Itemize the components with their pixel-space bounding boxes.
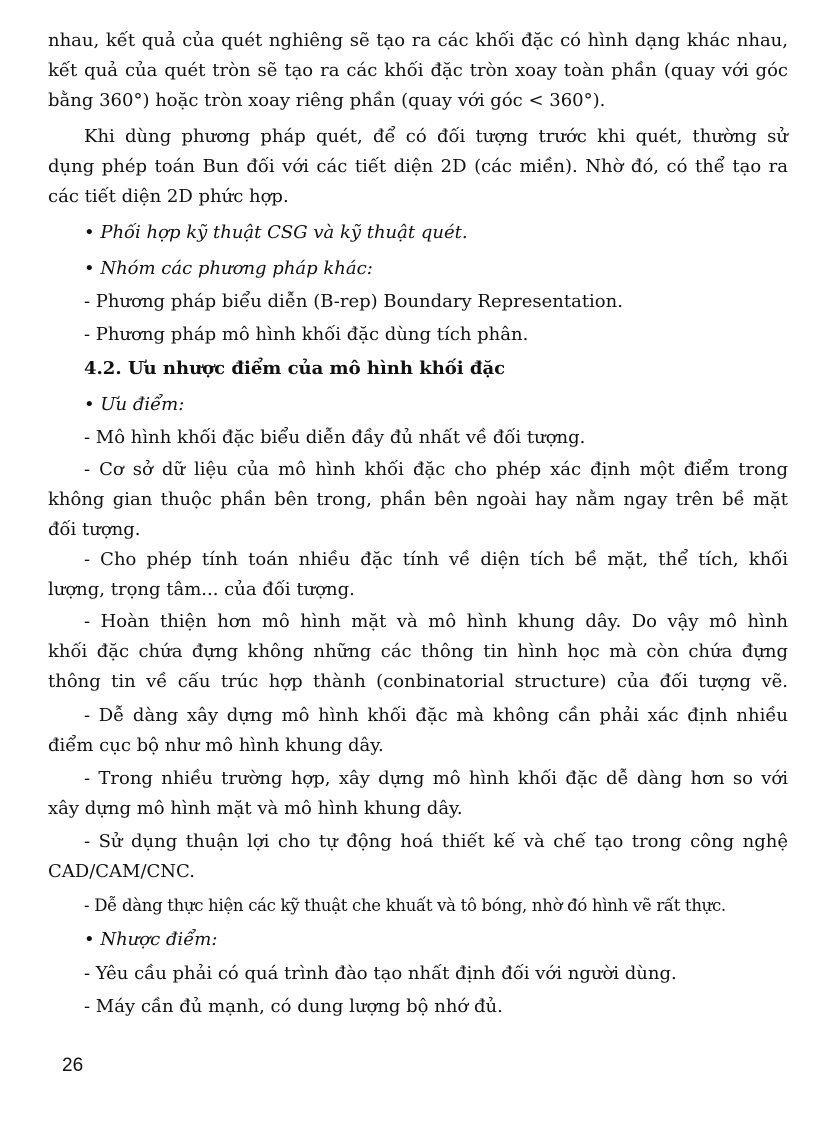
- page-number: 26: [62, 1055, 84, 1076]
- text-line: thông tin về cấu trúc hợp thành (conbinatorial structure) của đối tượng vẽ.: [48, 671, 788, 692]
- text-line: không gian thuộc phần bên trong, phần bên ngoài hay nằm ngay trên bề mặt: [48, 489, 788, 510]
- text-line: khối đặc chứa đựng không những các thông tin hình học mà còn chứa đựng: [48, 641, 788, 662]
- list-item: - Mô hình khối đặc biểu diễn đầy đủ nhất về đối tượng.: [84, 427, 586, 448]
- text-line: kết quả của quét tròn sẽ tạo ra các khối đặc tròn xoay toàn phần (quay với góc: [48, 60, 788, 81]
- list-item: - Máy cần đủ mạnh, có dung lượng bộ nhớ đủ.: [84, 996, 503, 1017]
- text-line: CAD/CAM/CNC.: [48, 861, 195, 882]
- text-line: - Cho phép tính toán nhiều đặc tính về diện tích bề mặt, thể tích, khối: [84, 549, 788, 570]
- text-line: điểm cục bộ như mô hình khung dây.: [48, 735, 384, 756]
- bullet-item: • Nhược điểm:: [84, 929, 218, 950]
- text-line: - Cơ sở dữ liệu của mô hình khối đặc cho phép xác định một điểm trong: [84, 459, 788, 480]
- text-line: - Sử dụng thuận lợi cho tự động hoá thiết kế và chế tạo trong công nghệ: [84, 831, 788, 852]
- text-line: lượng, trọng tâm... của đối tượng.: [48, 579, 355, 600]
- text-line: bằng 360°) hoặc tròn xoay riêng phần (quay với góc < 360°).: [48, 90, 606, 111]
- text-line: - Hoàn thiện hơn mô hình mặt và mô hình khung dây. Do vậy mô hình: [84, 611, 788, 632]
- text-line: - Trong nhiều trường hợp, xây dựng mô hình khối đặc dễ dàng hơn so với: [84, 768, 788, 789]
- text-line: Khi dùng phương pháp quét, để có đối tượng trước khi quét, thường sử: [84, 126, 788, 147]
- text-line: nhau, kết quả của quét nghiêng sẽ tạo ra các khối đặc có hình dạng khác nhau,: [48, 30, 788, 51]
- list-item: - Phương pháp biểu diễn (B-rep) Boundary Representation.: [84, 291, 623, 312]
- section-heading: 4.2. Ưu nhược điểm của mô hình khối đặc: [84, 358, 506, 379]
- text-line: xây dựng mô hình mặt và mô hình khung dây.: [48, 798, 463, 819]
- text-line: dụng phép toán Bun đối với các tiết diện 2D (các miền). Nhờ đó, có thể tạo ra: [48, 156, 788, 177]
- bullet-item: • Nhóm các phương pháp khác:: [84, 258, 373, 279]
- text-line: - Dễ dàng xây dựng mô hình khối đặc mà không cần phải xác định nhiều: [84, 705, 788, 726]
- text-line: các tiết diện 2D phức hợp.: [48, 186, 289, 207]
- text-line: đối tượng.: [48, 519, 141, 540]
- list-item: - Phương pháp mô hình khối đặc dùng tích phân.: [84, 324, 529, 345]
- bullet-item: • Ưu điểm:: [84, 394, 185, 415]
- list-item: - Dễ dàng thực hiện các kỹ thuật che khuất và tô bóng, nhờ đó hình vẽ rất thực.: [84, 896, 726, 915]
- bullet-item: • Phối hợp kỹ thuật CSG và kỹ thuật quét.: [84, 222, 468, 243]
- list-item: - Yêu cầu phải có quá trình đào tạo nhất định đối với người dùng.: [84, 963, 677, 984]
